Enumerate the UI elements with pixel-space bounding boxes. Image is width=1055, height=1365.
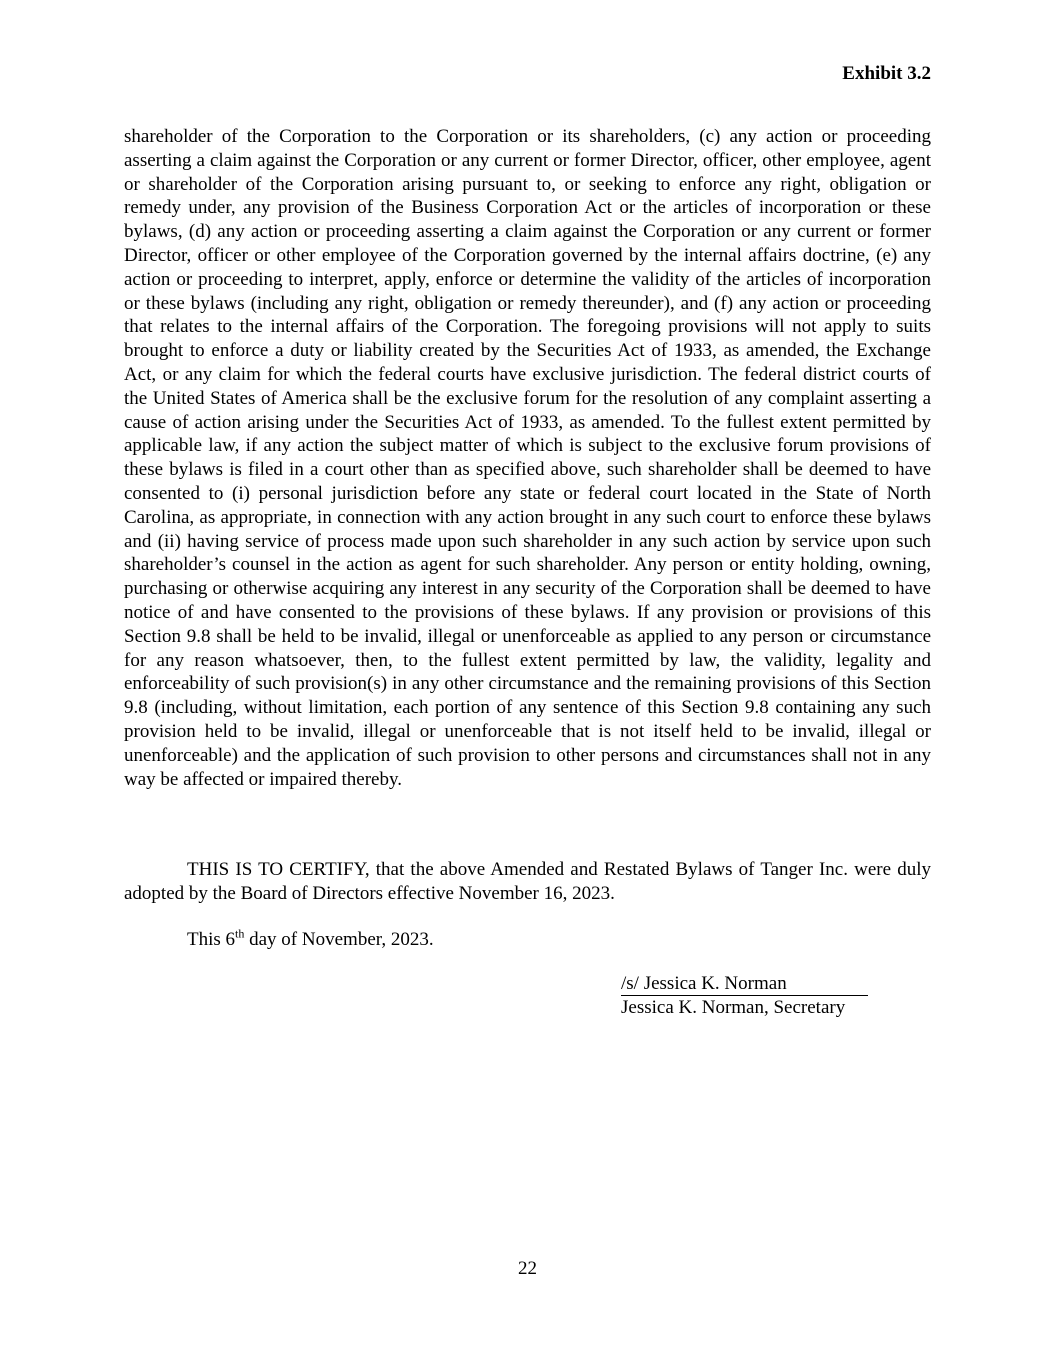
date-rest: day of November, 2023.: [244, 929, 434, 950]
date-ordinal-suffix: th: [235, 926, 245, 941]
bylaws-paragraph: shareholder of the Corporation to the Corporation or its shareholders, (c) any action or proceeding asserting a claim against the Corporation or any current or former Director, officer, other employee, agent or shareholder of the Corporation arising pursuant to, or seeking to enforce any right, obligation or remedy under, any provision of the Business Corporation Act or the articles of incorporation or these bylaws, (d) any action or proceeding asserting a claim against the Corporation or any current or former Director, officer or other employee of the Corporation governed by the internal affairs doctrine, (e) any action or proceeding to interpret, apply, enforce or determine the validity of the articles of incorporation or these bylaws (including any right, obligation or remedy thereunder), and (f) any action or proceeding that relates to the internal affairs of the Corporation. The foregoing provisions will not apply to suits brought to enforce a duty or liability created by the Securities Act of 1933, as amended, the Exchange Act, or any claim for which the federal courts have exclusive jurisdiction. The federal district courts of the United States of America shall be the exclusive forum for the resolution of any complaint asserting a cause of action arising under the Securities Act of 1933, as amended. To the fullest extent permitted by applicable law, if any action the subject matter of which is subject to the exclusive forum provisions of these bylaws is filed in a court other than as specified above, such shareholder shall be deemed to have consented to (i) personal jurisdiction before any state or federal court located in the State of North Carolina, as appropriate, in connection with any action brought in any such court to enforce these bylaws and (ii) having service of process made upon such shareholder in any such action by service upon such shareholder’s counsel in the action as agent for such shareholder. Any person or entity holding, owning, purchasing or otherwise acquiring any interest in any security of the Corporation shall be deemed to have notice of and have consented to the provisions of these bylaws. If any provision or provisions of this Section 9.8 shall be held to be invalid, illegal or unenforceable as applied to any person or circumstance for any reason whatsoever, then, to the fullest extent permitted by law, the validity, legality and enforceability of such provision(s) in any other circumstance and the remaining provisions of this Section 9.8 (including, without limitation, each portion of any sentence of this Section 9.8 containing any such provision held to be invalid, illegal or unenforceable that is not itself held to be invalid, illegal or unenforceable) and the application of such provision to other persons and circumstances shall not in any way be affected or impaired thereby.: [124, 126, 931, 790]
page-number: 22: [518, 1258, 537, 1279]
exhibit-label: Exhibit 3.2: [842, 63, 931, 84]
certification-paragraph: THIS IS TO CERTIFY, that the above Amended and Restated Bylaws of Tanger Inc. were duly adopted by the Board of Directors effective November 16, 2023.: [124, 859, 931, 904]
signer-name-title: Jessica K. Norman, Secretary: [621, 997, 846, 1018]
signature-line: /s/ Jessica K. Norman: [621, 973, 868, 996]
signature-block: [621, 972, 868, 1020]
date-line: [187, 928, 434, 952]
date-prefix: This 6: [187, 929, 236, 950]
